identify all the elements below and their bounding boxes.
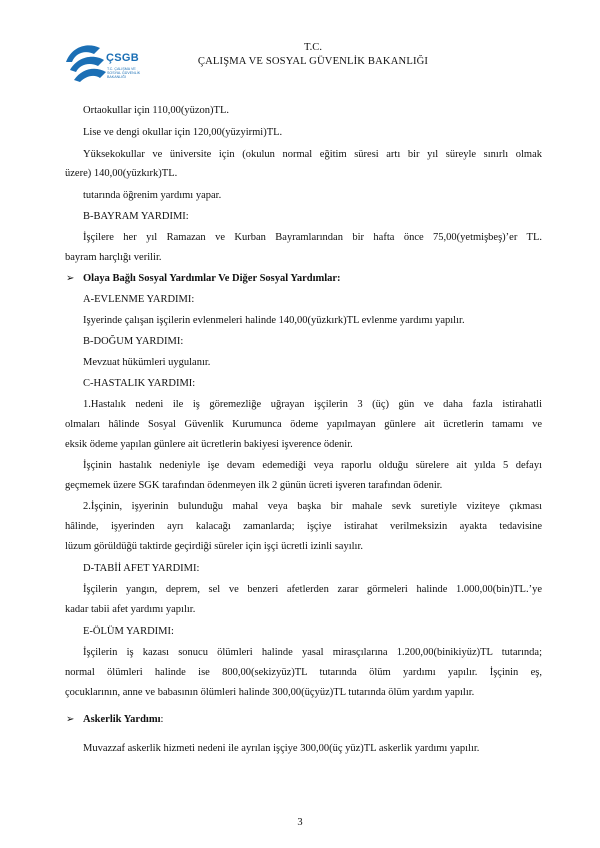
- text-line: normal ölümleri halinde ise 800,00(sekizyüz)TL tutarında ölüm yardımı yapılır. İşçinin eş,: [65, 667, 542, 678]
- text-line: Lise ve dengi okullar için 120,00(yüzyirmi)TL.: [83, 127, 283, 138]
- section-title-askerlik: [83, 713, 163, 726]
- text-line: Mevzuat hükümleri uygulanır.: [83, 357, 211, 368]
- text-line: Işyerinde çalışan işçilerin evlenmeleri halinde 140,00(yüzkırk)TL evlenme yardımı yapılır.: [83, 315, 465, 326]
- askerlik-colon: :: [160, 714, 164, 725]
- text-line: kadar tabii afet yardımı yapılır.: [65, 604, 196, 615]
- text-line: çocuklarının, anne ve babasının ölümleri halinde 300,00(üçyüz)TL tutarında ölüm yardım yapılır.: [65, 687, 475, 698]
- askerlik-title: Askerlik Yardımı: [83, 714, 161, 725]
- text-line: İşçilere her yıl Ramazan ve Kurban Bayramlarından bir hafta önce 75,00(yetmişbeş)’er TL.: [83, 232, 542, 243]
- page-number: 3: [297, 817, 303, 828]
- section-heading: A-EVLENME YARDIMI:: [83, 294, 195, 305]
- text-line: bayram harçlığı verilir.: [65, 252, 162, 263]
- section-heading: D-TABİİ AFET YARDIMI:: [83, 563, 200, 574]
- text-line: tutarında öğrenim yardımı yapar.: [83, 190, 222, 201]
- section-heading: E-ÖLÜM YARDIMI:: [83, 626, 174, 637]
- logo-subtext: T.C. ÇALIŞMA VE SOSYAL GÜVENLİK BAKANLIĞI: [107, 67, 141, 80]
- text-line: geçmemek üzere SGK tarafından ödenmeyen ilk 2 günün ücreti işveren tarafından ödenir.: [65, 480, 443, 491]
- text-line: Yüksekokullar ve üniversite için (okulun normal eğitim süresi artı bir yıl süreyle sınırlı olmak: [83, 149, 542, 160]
- text-line: lüzum görüldüğü taktirde geçirdiği süreler için işçi ücretli izinli sayılır.: [65, 541, 364, 552]
- text-line: eksik ödeme yapılan günlere ait ücretlerin bakiyesi işverence ödenir.: [65, 439, 353, 450]
- section-heading: B-BAYRAM YARDIMI:: [83, 211, 189, 222]
- text-line: hâlinde, işyerinden ayrı kalacağı zamanlarda; işçiye istirahat verilmeksizin ayakta tedavisine: [65, 521, 542, 532]
- bullet-arrow-icon: ➢: [66, 273, 75, 284]
- text-line: olmaları hâlinde Sosyal Güvenlik Kurumunca ödeme yapılmayan günlere ait ücretlerin tamamı ve: [65, 419, 542, 430]
- text-line: Muvazzaf askerlik hizmeti nedeni ile ayrılan işçiye 300,00(üç yüz)TL askerlik yardımı yapılır.: [83, 743, 480, 754]
- text-line: Ortaokullar için 110,00(yüzon)TL.: [83, 105, 229, 116]
- logo-text: ÇSGB: [106, 52, 139, 64]
- header-title-line1: T.C.: [303, 42, 323, 53]
- text-line: 2.İşçinin, işyerinin bulunduğu mahal veya başka bir mahale sevk suretiyle viziteye çıkması: [83, 501, 542, 512]
- section-heading: C-HASTALIK YARDIMI:: [83, 378, 196, 389]
- section-heading: B-DOĞUM YARDIMI:: [83, 336, 184, 347]
- text-line: İşçilerin yangın, deprem, sel ve benzeri afetlerden zarar görmeleri halinde 1.000,00(bin)TL.’ye: [83, 584, 542, 595]
- bullet-arrow-icon: ➢: [66, 714, 75, 725]
- section-title: Olaya Bağlı Sosyal Yardımlar Ve Diğer Sosyal Yardımlar:: [83, 273, 341, 284]
- text-line: İşçilerin iş kazası sonucu ölümleri halinde yasal mirasçılarına 1.200,00(binikiyüz)TL tutarında;: [83, 647, 542, 658]
- text-line: üzere) 140,00(yüzkırk)TL.: [65, 168, 178, 179]
- header-title-line2: ÇALIŞMA VE SOSYAL GÜVENLİK BAKANLIĞI: [197, 56, 429, 67]
- text-line: 1.Hastalık nedeni ile iş göremezliğe uğrayan işçilerin 3 (üç) gün ve daha fazla istirahatli: [83, 399, 542, 410]
- text-line: İşçinin hastalık nedeniyle işe devam edemediği veya raporlu olduğu sürelere ait yılda 5 defayı: [83, 460, 542, 471]
